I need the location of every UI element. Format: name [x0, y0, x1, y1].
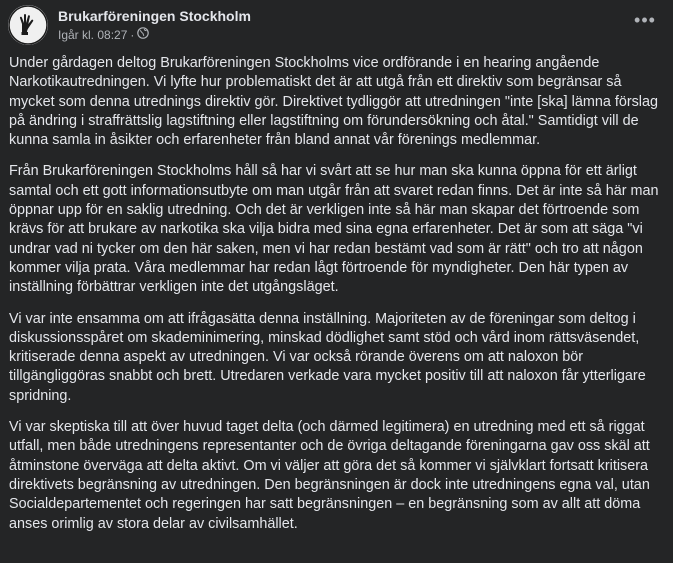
- post-body: [9, 54, 664, 546]
- post-paragraph-2: Från Brukarföreningen Stockholms håll så har vi svårt att se hur man ska kunna öppna för ett ärligt samtal och ett gott informationsutbyte om man utgår från att svaret redan finns. Det är inte så här man öppnar upp för en saklig utredning. Och det är verkligen inte så här man skapar det förtroende som krävs för att brukare av narkotika ska vilja bidra med sina egna erfarenheter. Det är som att säga "vi undrar vad ni tycker om den här saken, men vi har redan bestämt vad som är rätt" och tro att någon kommer vilja prata. Våra medlemmar har redan lågt förtroende för myndigheter. Den här typen av inställning förbättrar verkligen inte det utgångsläget.: [9, 163, 659, 296]
- globe-icon: [137, 27, 149, 43]
- post-paragraph-3: Vi var inte ensamma om att ifrågasätta denna inställning. Majoriteten av de föreningar som deltog i diskussionsspåret om skademinimering, minskad dödlighet samt stöd och vård inom rättsväsendet, kritiserade denna aspekt av utredningen. Vi var också rörande överens om att naloxon bör tillgängliggöras snabbt och brett. Utredaren verkade vara mycket positiv till att naloxon får ytterligare spridning.: [9, 310, 646, 404]
- separator-dot: ·: [130, 27, 135, 42]
- post-subline: [58, 27, 251, 43]
- post-header: [8, 5, 251, 45]
- post-meta: [58, 8, 251, 43]
- author-name[interactable]: Brukarföreningen Stockholm: [58, 7, 251, 24]
- post-timestamp[interactable]: Igår kl. 08:27: [58, 27, 128, 42]
- post-paragraph-1: Under gårdagen deltog Brukarföreningen Stockholms vice ordförande i en hearing angående Narkotikautredningen. Vi lyfte hur problematiskt det är att utgå från ett direktiv som begränsar så mycket som denna utrednings direktiv gör. Direktivet tydliggör att utredningen "inte [ska] lämna förslag på ändring i straffrättslig lagstiftning eller lagstiftning om förundersökning och åtal." Samtidigt vill de kunna samla in åsikter och erfarenheter från bland annat vår förenings medlemmar.: [9, 55, 659, 149]
- post-paragraph-4: Vi var skeptiska till att över huvud taget delta (och därmed legitimera) en utredning med ett så riggat utfall, men både utredningens representanter och de övriga deltagande föreningarna gav oss skäl att åtminstone överväga att delta aktivt. Om vi väljer att göra det så kommer vi självklart fortsatt kritisera direktivets begränsning av utredningen. Den begränsningen är dock inte utredningens egna val, utan Socialdepartementet och regeringen har satt begränsningen – en begränsning som av allt att döma anses orimlig av stora delar av civilsamhället.: [9, 419, 650, 532]
- page-avatar[interactable]: [8, 5, 48, 45]
- more-options-icon[interactable]: •••: [634, 9, 656, 30]
- hand-logo-icon: [8, 5, 48, 45]
